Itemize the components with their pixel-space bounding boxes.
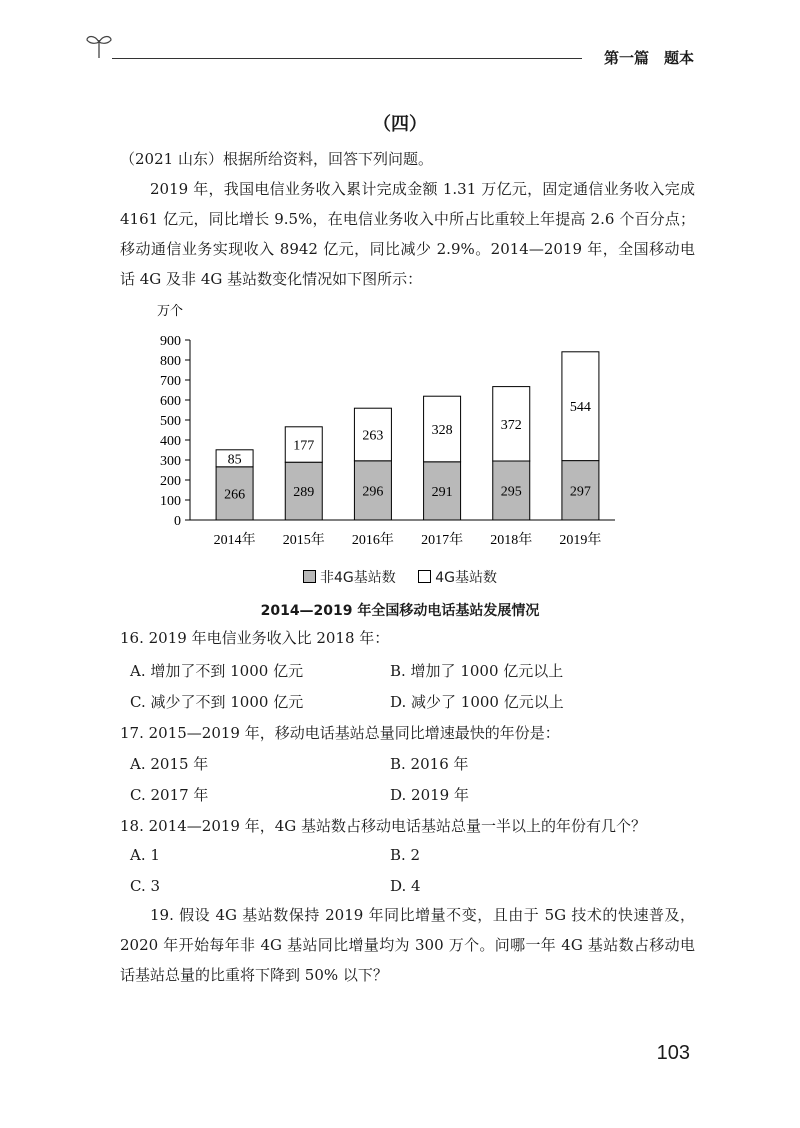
header-title: 第一篇 题本 xyxy=(603,49,694,67)
legend-label-non4g: 非4G基站数 xyxy=(320,570,396,586)
q18-option-c: C. 3 xyxy=(130,877,161,895)
question-17: 17. 2015—2019 年，移动电话基站总量同比增速最快的年份是： xyxy=(120,724,560,742)
data-label-4g: 263 xyxy=(362,428,384,444)
x-tick-label: 2017年 xyxy=(421,533,464,548)
y-axis-label: 万个 xyxy=(157,303,184,318)
y-tick-label: 900 xyxy=(160,334,181,349)
y-tick-label: 200 xyxy=(160,474,181,489)
x-tick-label: 2015年 xyxy=(282,533,325,548)
data-label-non4g: 297 xyxy=(569,484,591,500)
q16-option-c: C. 减少了不到 1000 亿元 xyxy=(130,693,304,711)
data-label-non4g: 296 xyxy=(362,484,384,500)
q17-option-b: B. 2016 年 xyxy=(390,755,469,773)
q18-option-a: A. 1 xyxy=(130,846,160,864)
chart-title: 2014—2019 年全国移动电话基站发展情况 xyxy=(260,603,540,619)
y-tick-label: 400 xyxy=(160,434,181,449)
y-tick-label: 700 xyxy=(160,374,181,389)
section-title: （四） xyxy=(373,114,427,135)
header-rule xyxy=(112,58,582,59)
data-label-non4g: 266 xyxy=(224,487,246,503)
y-tick-label: 300 xyxy=(160,454,181,469)
y-tick-label: 600 xyxy=(160,394,181,409)
data-label-non4g: 291 xyxy=(431,484,453,500)
x-tick-label: 2018年 xyxy=(490,533,533,548)
prompt-text: （2021 山东）根据所给资料，回答下列问题。 xyxy=(120,150,433,168)
chart-legend xyxy=(0,567,800,587)
data-label-4g: 372 xyxy=(500,417,522,433)
q17-option-a: A. 2015 年 xyxy=(130,755,209,773)
chart-canvas xyxy=(145,295,645,565)
q16-option-d: D. 减少了 1000 亿元以上 xyxy=(390,693,564,711)
q18-option-d: D. 4 xyxy=(390,877,421,895)
q17-option-c: C. 2017 年 xyxy=(130,786,209,804)
q18-option-b: B. 2 xyxy=(390,846,421,864)
y-tick-label: 0 xyxy=(174,514,181,529)
y-tick-label: 100 xyxy=(160,494,181,509)
legend-label-4g: 4G基站数 xyxy=(435,570,497,586)
q16-option-a: A. 增加了不到 1000 亿元 xyxy=(130,662,304,680)
q16-option-b: B. 增加了 1000 亿元以上 xyxy=(390,662,564,680)
question-18: 18. 2014—2019 年，4G 基站数占移动电话基站总量一半以上的年份有几个？ xyxy=(120,817,647,835)
x-tick-label: 2016年 xyxy=(351,533,394,548)
data-label-4g: 85 xyxy=(227,452,242,468)
data-label-4g: 544 xyxy=(569,400,591,416)
data-label-non4g: 289 xyxy=(293,485,315,501)
q17-option-d: D. 2019 年 xyxy=(390,786,469,804)
x-tick-label: 2019年 xyxy=(559,533,602,548)
x-tick-label: 2014年 xyxy=(213,533,256,548)
question-19: 19. 假设 4G 基站数保持 2019 年同比增量不变，且由于 5G 技术的快速普及，2020 年开始每年非 4G 基站同比增量均为 300 万个。问哪一年 4G 基站数占移动电话基站总量的比重将下降到 50% 以下？ xyxy=(120,906,695,984)
data-label-4g: 328 xyxy=(431,423,453,438)
data-label-4g: 177 xyxy=(293,438,315,454)
passage-paragraph: 2019 年，我国电信业务收入累计完成金额 1.31 万亿元，固定通信业务收入完成 4161 亿元，同比增长 9.5%，在电信业务收入中所占比重较上年提高 2.6 个百分点；移动通信业务实现收入 8942 亿元，同比减少 2.9%。2014—2019 年，全国移动电话 4G 及非 4G 基站数变化情况如下图所示： xyxy=(120,180,695,288)
y-tick-label: 500 xyxy=(160,414,181,429)
question-16: 16. 2019 年电信业务收入比 2018 年： xyxy=(120,629,390,647)
sprout-icon xyxy=(84,30,114,60)
data-label-non4g: 295 xyxy=(500,484,522,500)
legend-swatch-non4g xyxy=(303,570,316,583)
legend-swatch-4g xyxy=(418,570,431,583)
y-tick-label: 800 xyxy=(160,354,181,369)
page-number: 103 xyxy=(656,1042,690,1064)
